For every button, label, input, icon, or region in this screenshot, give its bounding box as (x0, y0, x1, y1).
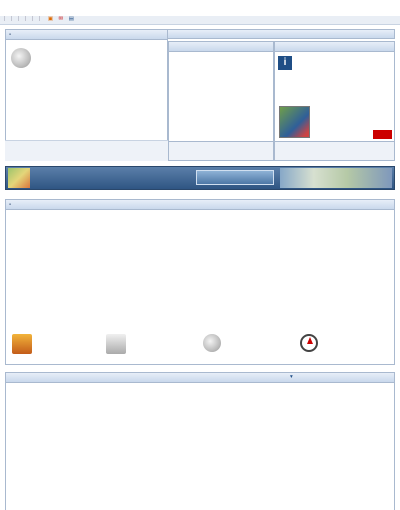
chart-options (290, 374, 293, 380)
alert-info-icon: i (278, 56, 292, 70)
detail-bars (8, 308, 392, 324)
chevron-down-icon[interactable]: ▾ (290, 374, 293, 380)
temperature-chart (5, 384, 395, 510)
radar-map-thumbnail[interactable] (279, 106, 310, 138)
todays-forecast-header (169, 42, 273, 52)
new-badge (373, 130, 392, 139)
banner-map-strip (280, 168, 392, 188)
mail-icon[interactable]: ✉ (58, 16, 64, 22)
hourly-forecast-footer (168, 141, 274, 161)
observation-timestamp (168, 29, 395, 39)
local-info-header (275, 42, 394, 52)
ten-day-header: - (6, 200, 394, 210)
clear-night-moon-icon (11, 48, 31, 68)
print-icon[interactable]: ▤ (68, 16, 74, 22)
sunrise-sunset-icon (12, 334, 32, 354)
banner-learn-more-button[interactable] (196, 170, 274, 185)
rss-icon[interactable]: ▣ (47, 16, 54, 22)
banner-map-icon (8, 168, 30, 188)
moonphase-icon (203, 334, 221, 352)
current-conditions-header: - (6, 30, 167, 40)
wind-compass-icon (300, 334, 318, 352)
moonrise-moonset-icon (106, 334, 126, 354)
top-nav: | | | | | | ▣ ✉ ▤ (0, 16, 400, 25)
local-links-footer (274, 141, 395, 161)
ten-day-strip (5, 210, 395, 285)
daily-chart-header (6, 373, 394, 383)
detailed-observations (5, 140, 168, 161)
